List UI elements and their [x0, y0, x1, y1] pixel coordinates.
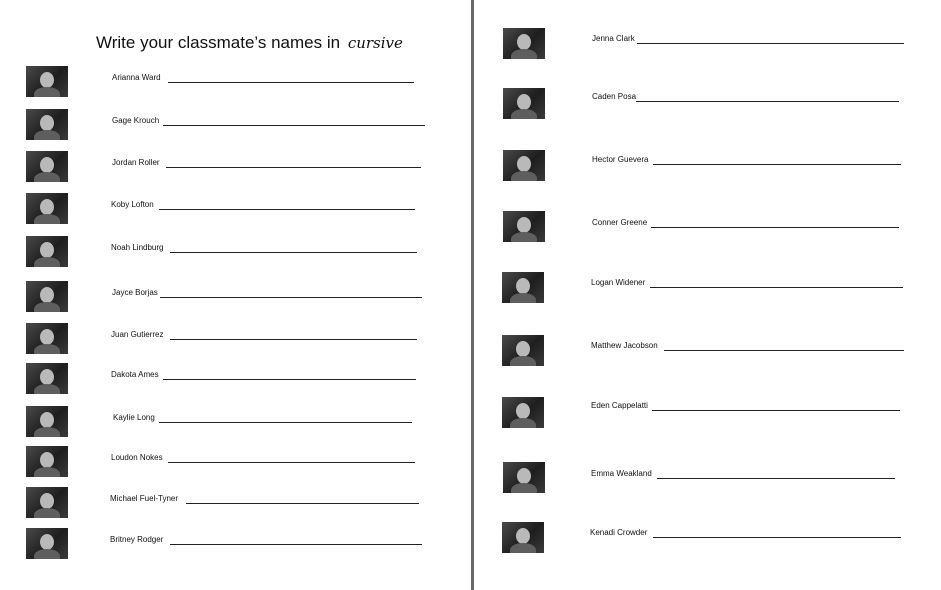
student-photo [26, 281, 68, 312]
student-photo [502, 397, 544, 428]
student-name: Matthew Jacobson [591, 341, 658, 350]
classmate-row [475, 272, 915, 306]
student-name: Kenadi Crowder [590, 528, 648, 537]
classmate-row [0, 236, 430, 270]
student-name: Loudon Nokes [111, 453, 163, 462]
student-name: Hector Guevera [592, 155, 649, 164]
student-photo [26, 363, 68, 394]
name-writing-line[interactable] [636, 101, 899, 102]
student-name: Eden Cappelatti [591, 401, 648, 410]
student-name: Gage Krouch [112, 116, 160, 125]
student-name: Conner Greene [592, 218, 648, 227]
classmate-row [0, 363, 430, 397]
student-name: Noah Lindburg [111, 243, 164, 252]
student-photo [503, 150, 545, 181]
student-name: Dakota Ames [111, 370, 159, 379]
name-writing-line[interactable] [651, 227, 899, 228]
student-name: Juan Gutierrez [111, 330, 164, 339]
worksheet-page-right [475, 0, 941, 590]
classmate-row [475, 335, 915, 369]
name-writing-line[interactable] [159, 209, 415, 210]
classmate-row [0, 446, 430, 480]
classmate-row [0, 66, 420, 100]
name-writing-line[interactable] [170, 339, 417, 340]
title-cursive-word: cursive [347, 34, 403, 52]
student-photo [502, 335, 544, 366]
student-photo [26, 323, 68, 354]
name-writing-line[interactable] [657, 478, 895, 479]
student-name: Emma Weakland [591, 469, 652, 478]
classmate-row [0, 406, 430, 440]
student-photo [503, 88, 545, 119]
student-photo [503, 462, 545, 493]
student-photo [503, 211, 545, 242]
student-photo [26, 66, 68, 97]
student-name: Logan Widener [591, 278, 646, 287]
classmate-row [475, 28, 915, 62]
classmate-row [475, 397, 915, 431]
name-writing-line[interactable] [163, 379, 416, 380]
student-photo [502, 522, 544, 553]
student-photo [26, 487, 68, 518]
student-name: Michael Fuel-Tyner [110, 494, 179, 503]
student-photo [26, 109, 68, 140]
name-writing-line[interactable] [652, 410, 900, 411]
student-name: Arianna Ward [112, 73, 161, 82]
name-writing-line[interactable] [650, 287, 903, 288]
student-name: Caden Posa [592, 92, 637, 101]
page-divider [471, 0, 474, 590]
name-writing-line[interactable] [653, 164, 901, 165]
classmate-row [475, 522, 915, 556]
name-writing-line[interactable] [160, 297, 422, 298]
name-writing-line[interactable] [186, 503, 419, 504]
classmate-row [0, 109, 430, 143]
classmate-row [0, 193, 430, 227]
student-photo [26, 193, 68, 224]
student-photo [503, 28, 545, 59]
student-photo [26, 236, 68, 267]
student-photo [26, 446, 68, 477]
name-writing-line[interactable] [653, 537, 901, 538]
classmate-row [475, 150, 915, 184]
student-photo [26, 406, 68, 437]
name-writing-line[interactable] [163, 125, 425, 126]
name-writing-line[interactable] [664, 350, 904, 351]
classmate-row [0, 151, 430, 185]
name-writing-line[interactable] [166, 167, 421, 168]
classmate-row [0, 323, 430, 357]
student-name: Jenna Clark [592, 34, 635, 43]
worksheet-title [96, 33, 403, 53]
name-writing-line[interactable] [168, 82, 414, 83]
student-photo [26, 528, 68, 559]
title-text: Write your classmate’s names in [96, 33, 341, 52]
classmate-row [0, 487, 430, 521]
student-photo [502, 272, 544, 303]
classmate-row [475, 88, 915, 122]
name-writing-line[interactable] [170, 544, 422, 545]
classmate-row [475, 211, 915, 245]
name-writing-line[interactable] [159, 422, 412, 423]
student-name: Koby Lofton [111, 200, 154, 209]
classmate-row [0, 528, 430, 562]
name-writing-line[interactable] [637, 43, 904, 44]
student-name: Jayce Borjas [112, 288, 158, 297]
student-name: Britney Rodger [110, 535, 164, 544]
classmate-row [475, 462, 915, 496]
student-photo [26, 151, 68, 182]
student-name: Kaylie Long [113, 413, 155, 422]
classmate-row [0, 281, 430, 315]
student-name: Jordan Roller [112, 158, 160, 167]
name-writing-line[interactable] [170, 252, 417, 253]
name-writing-line[interactable] [168, 462, 415, 463]
